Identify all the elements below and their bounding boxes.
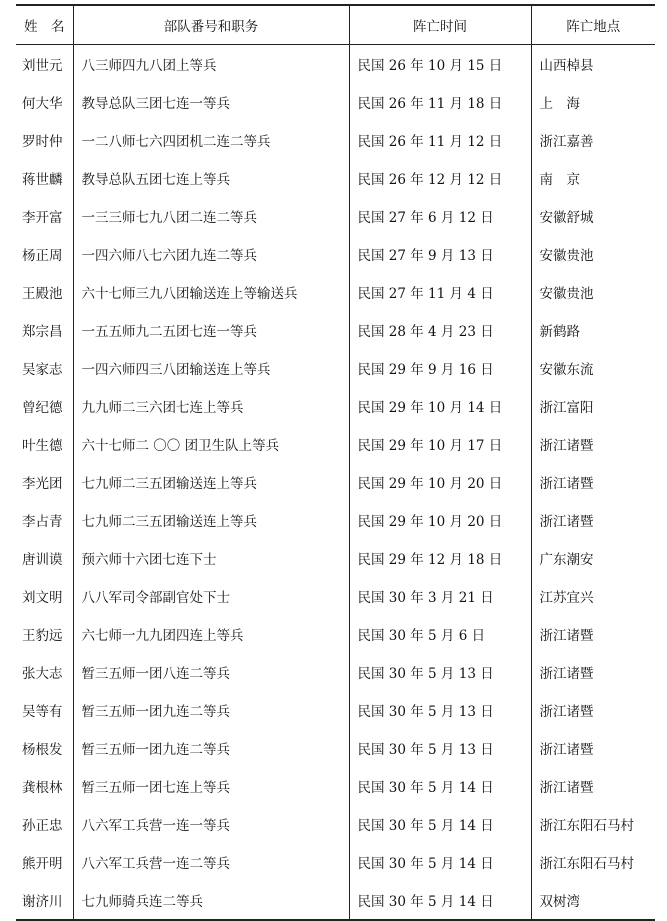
table-row <box>16 843 655 881</box>
cell-date: 民国 26 年 11 月 18 日 <box>349 83 531 121</box>
cell-unit: 八六军工兵营一连一等兵 <box>73 805 349 843</box>
table-row <box>16 425 655 463</box>
cell-unit: 九九师二三六团七连上等兵 <box>73 387 349 425</box>
table-row <box>16 273 655 311</box>
cell-date: 民国 30 年 5 月 13 日 <box>349 691 531 729</box>
cell-unit: 一四六师八七六团九连二等兵 <box>73 235 349 273</box>
table-row <box>16 463 655 501</box>
cell-name: 李光团 <box>22 476 63 492</box>
cell-date: 民国 30 年 5 月 14 日 <box>349 843 531 881</box>
header-name: 姓 名 <box>16 5 73 45</box>
cell-name: 李开富 <box>22 210 63 226</box>
table-row <box>16 121 655 159</box>
table-row <box>16 501 655 539</box>
cell-name: 唐训谟 <box>22 552 63 568</box>
table-row <box>16 311 655 349</box>
cell-place: 浙江诸暨 <box>531 729 655 767</box>
cell-date: 民国 30 年 5 月 14 日 <box>349 881 531 920</box>
cell-place: 山西棹县 <box>531 45 655 84</box>
cell-unit: 七九师二三五团输送连上等兵 <box>73 463 349 501</box>
cell-name: 杨正周 <box>22 248 63 264</box>
table-row <box>16 45 655 84</box>
cell-unit: 八八军司令部副官处下士 <box>73 577 349 615</box>
cell-date: 民国 29 年 10 月 20 日 <box>349 463 531 501</box>
cell-name: 杨根发 <box>22 742 63 758</box>
cell-place: 浙江诸暨 <box>531 691 655 729</box>
cell-date: 民国 29 年 10 月 14 日 <box>349 387 531 425</box>
table-row <box>16 805 655 843</box>
cell-unit: 教导总队三团七连一等兵 <box>73 83 349 121</box>
cell-date: 民国 27 年 6 月 12 日 <box>349 197 531 235</box>
table-row <box>16 197 655 235</box>
cell-unit: 暂三五师一团九连二等兵 <box>73 729 349 767</box>
cell-place: 浙江诸暨 <box>531 653 655 691</box>
cell-place: 新鹤路 <box>531 311 655 349</box>
cell-name: 郑宗昌 <box>22 324 63 340</box>
table-row <box>16 729 655 767</box>
cell-name: 张大志 <box>22 666 63 682</box>
cell-name: 孙正忠 <box>22 818 63 834</box>
cell-name: 刘文明 <box>22 590 63 606</box>
cell-unit: 暂三五师一团九连二等兵 <box>73 691 349 729</box>
cell-name: 吴家志 <box>22 362 63 378</box>
table-body <box>16 45 655 921</box>
cell-place: 上 海 <box>531 83 655 121</box>
cell-name: 吴等有 <box>22 704 63 720</box>
table-row <box>16 691 655 729</box>
header-row <box>16 5 655 45</box>
cell-unit: 七九师骑兵连二等兵 <box>73 881 349 920</box>
header-date: 阵亡时间 <box>349 5 531 45</box>
casualty-table <box>16 4 655 921</box>
header-unit: 部队番号和职务 <box>73 5 349 45</box>
cell-place: 浙江诸暨 <box>531 767 655 805</box>
cell-name: 谢济川 <box>16 881 73 920</box>
table-row <box>16 767 655 805</box>
cell-unit: 六十七师二 〇〇 团卫生队上等兵 <box>73 425 349 463</box>
cell-unit: 八三师四九八团上等兵 <box>73 45 349 84</box>
cell-unit: 一二八师七六四团机二连二等兵 <box>73 121 349 159</box>
table-row <box>16 83 655 121</box>
cell-unit: 六十七师三九八团输送连上等输送兵 <box>73 273 349 311</box>
cell-unit: 一四六师四三八团输送连上等兵 <box>73 349 349 387</box>
cell-place: 安徽贵池 <box>531 235 655 273</box>
cell-unit: 八六军工兵营一连二等兵 <box>73 843 349 881</box>
cell-name: 龚根林 <box>22 780 63 796</box>
table-row <box>16 653 655 691</box>
cell-unit: 六七师一九九团四连上等兵 <box>73 615 349 653</box>
cell-date: 民国 29 年 9 月 16 日 <box>349 349 531 387</box>
cell-name: 何大华 <box>22 96 63 112</box>
cell-date: 民国 30 年 5 月 14 日 <box>349 767 531 805</box>
cell-date: 民国 30 年 3 月 21 日 <box>349 577 531 615</box>
cell-place: 浙江诸暨 <box>531 501 655 539</box>
cell-name: 熊开明 <box>22 856 63 872</box>
cell-date: 民国 30 年 5 月 13 日 <box>349 653 531 691</box>
cell-name: 曾纪德 <box>22 400 63 416</box>
cell-name: 叶生德 <box>22 438 63 454</box>
cell-date: 民国 27 年 11 月 4 日 <box>349 273 531 311</box>
cell-unit: 七九师二三五团输送连上等兵 <box>73 501 349 539</box>
cell-date: 民国 26 年 12 月 12 日 <box>349 159 531 197</box>
cell-place: 浙江嘉善 <box>531 121 655 159</box>
table-header <box>16 5 655 45</box>
cell-date: 民国 27 年 9 月 13 日 <box>349 235 531 273</box>
cell-place: 安徽贵池 <box>531 273 655 311</box>
cell-date: 民国 30 年 5 月 6 日 <box>349 615 531 653</box>
cell-name: 罗时仲 <box>22 134 63 150</box>
table-row <box>16 349 655 387</box>
cell-date: 民国 29 年 10 月 20 日 <box>349 501 531 539</box>
cell-place: 浙江诸暨 <box>531 425 655 463</box>
cell-date: 民国 26 年 10 月 15 日 <box>349 45 531 84</box>
cell-unit: 教导总队五团七连上等兵 <box>73 159 349 197</box>
cell-date: 民国 29 年 10 月 17 日 <box>349 425 531 463</box>
table-row <box>16 235 655 273</box>
table-row <box>16 387 655 425</box>
cell-place: 南 京 <box>531 159 655 197</box>
cell-name: 王豹远 <box>22 628 63 644</box>
cell-name: 王殿池 <box>22 286 63 302</box>
cell-unit: 暂三五师一团七连上等兵 <box>73 767 349 805</box>
cell-unit: 一三三师七九八团二连二等兵 <box>73 197 349 235</box>
cell-date: 民国 29 年 12 月 18 日 <box>349 539 531 577</box>
cell-name: 蒋世麟 <box>22 172 63 188</box>
cell-place: 浙江诸暨 <box>531 463 655 501</box>
cell-place: 浙江东阳石马村 <box>531 843 655 881</box>
cell-date: 民国 26 年 11 月 12 日 <box>349 121 531 159</box>
cell-place: 安徽东流 <box>531 349 655 387</box>
cell-unit: 暂三五师一团八连二等兵 <box>73 653 349 691</box>
cell-place: 双树湾 <box>531 881 655 920</box>
cell-place: 浙江富阳 <box>531 387 655 425</box>
cell-date: 民国 30 年 5 月 13 日 <box>349 729 531 767</box>
cell-name: 李占青 <box>22 514 63 530</box>
table-row <box>16 577 655 615</box>
cell-date: 民国 30 年 5 月 14 日 <box>349 805 531 843</box>
header-place: 阵亡地点 <box>531 5 655 45</box>
table-row <box>16 615 655 653</box>
cell-place: 安徽舒城 <box>531 197 655 235</box>
cell-place: 广东潮安 <box>531 539 655 577</box>
cell-place: 浙江东阳石马村 <box>531 805 655 843</box>
cell-place: 江苏宜兴 <box>531 577 655 615</box>
table-row <box>16 539 655 577</box>
cell-place: 浙江诸暨 <box>531 615 655 653</box>
table-row <box>16 881 655 920</box>
cell-date: 民国 28 年 4 月 23 日 <box>349 311 531 349</box>
table-row <box>16 159 655 197</box>
cell-unit: 预六师十六团七连下士 <box>73 539 349 577</box>
cell-name: 刘世元 <box>22 58 63 74</box>
cell-unit: 一五五师九二五团七连一等兵 <box>73 311 349 349</box>
